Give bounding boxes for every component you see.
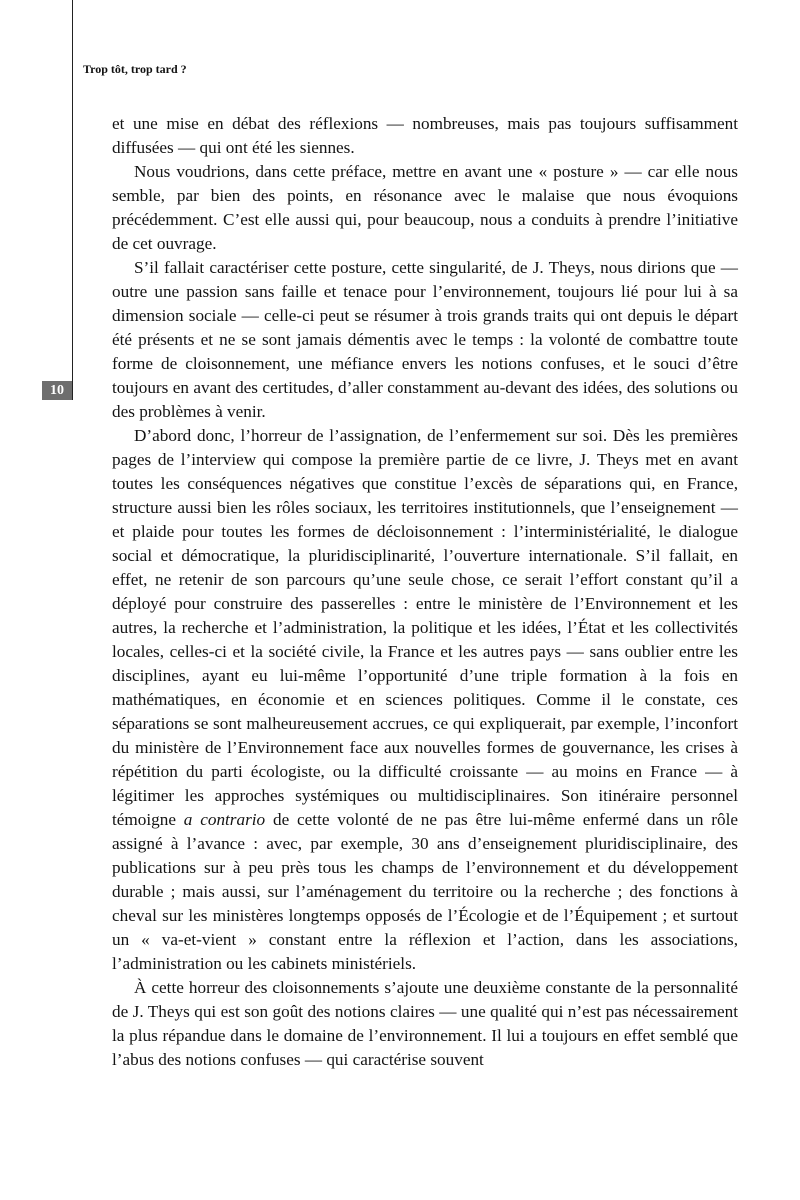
paragraph-posture: Nous voudrions, dans cette préface, mettre en avant une « posture » — car elle nous semble, par bien des points, en résonance avec le malaise que nous évoquions précédemment. C’est elle aussi qui, pour beaucoup, nous a conduits à prendre l’initiative de cet ouvrage.	[112, 162, 738, 253]
text-run: D’abord donc, l’horreur de l’assignation, de l’enfermement sur soi. Dès les premières pages de l’interview qui compose la première partie de ce livre, J. Theys met en avant toutes les conséquences négatives que constitue l’excès de séparations qui, en France, structure aussi bien les rôles sociaux, les territoires institutionnels, que l’enseignement — et plaide pour toutes les formes de décloisonnement : l’interministérialité, le dialogue social et démocratique, la pluridisciplinarité, l’ouverture internationale. S’il fallait, en effet, ne retenir de son parcours qu’une seule chose, ce serait l’effort constant qu’il a déployé pour construire des passerelles : entre le ministère de l’Environnement et les autres, la recherche et l’administration, la politique et les idées, l’État et les collectivités locales, celles-ci et la société civile, la France et les autres pays — sans oublier entre les disciplines, ayant eu lui-même l’opportunité d’une triple formation à la fois en mathématiques, en économie et en sciences politiques. Comme il le constate, ces séparations se sont malheureusement accrues, ce qui expliquerait, par exemple, l’inconfort du ministère de l’Environnement face aux nouvelles formes de gouvernance, les crises à répétition du parti écologiste, ou la difficulté croissante — au moins en France — à légitimer les approches systémiques ou multidisciplinaires. Son itinéraire personnel témoigne	[112, 426, 738, 829]
paragraph-decloisonnement	[112, 424, 738, 976]
paragraph-notions-claires: À cette horreur des cloisonnements s’ajoute une deuxième constante de la personnalité de J. Theys qui est son goût des notions claires — une qualité qui n’est pas nécessairement la plus répandue dans le domaine de l’environnement. Il lui a toujours en effet semblé que l’abus des notions confuses — qui caractérise souvent	[112, 978, 738, 1069]
running-title: Trop tôt, trop tard ?	[83, 62, 187, 76]
margin-rule	[72, 0, 73, 400]
page-number-badge: 10	[42, 381, 72, 400]
text-run: de cette volonté de ne pas être lui-même enfermé dans un rôle assigné à l’avance : avec, par exemple, 30 ans d’enseignement pluridisciplinaire, des publications sur à peu près tous les champs de l’environnement et du développement durable ; mais aussi, sur l’aménagement du territoire ou la recherche ; des fonctions à cheval sur les ministères longtemps opposés de l’Écologie et de l’Équipement ; et surtout un « va-et-vient » constant entre la réflexion et l’action, dans les associations, l’administration ou les cabinets ministériels.	[112, 810, 738, 973]
italic-phrase: a contrario	[183, 810, 266, 829]
paragraph-three-traits: S’il fallait caractériser cette posture, cette singularité, de J. Theys, nous dirions que — outre une passion sans faille et tenace pour l’environnement, toujours lié pour lui à sa dimension sociale — celle-ci peut se résumer à trois grands traits qui ont depuis le départ été présents et ne se sont jamais démentis avec le temps : la volonté de combattre toute forme de cloisonnement, une méfiance envers les notions confuses, et le souci d’être toujours en avant des certitudes, d’aller constamment au-devant des idées, des solutions ou des problèmes à venir.	[112, 258, 738, 421]
body-text	[112, 112, 738, 1072]
paragraph-continuation: et une mise en débat des réflexions — nombreuses, mais pas toujours suffisamment diffusées — qui ont été les siennes.	[112, 114, 738, 157]
